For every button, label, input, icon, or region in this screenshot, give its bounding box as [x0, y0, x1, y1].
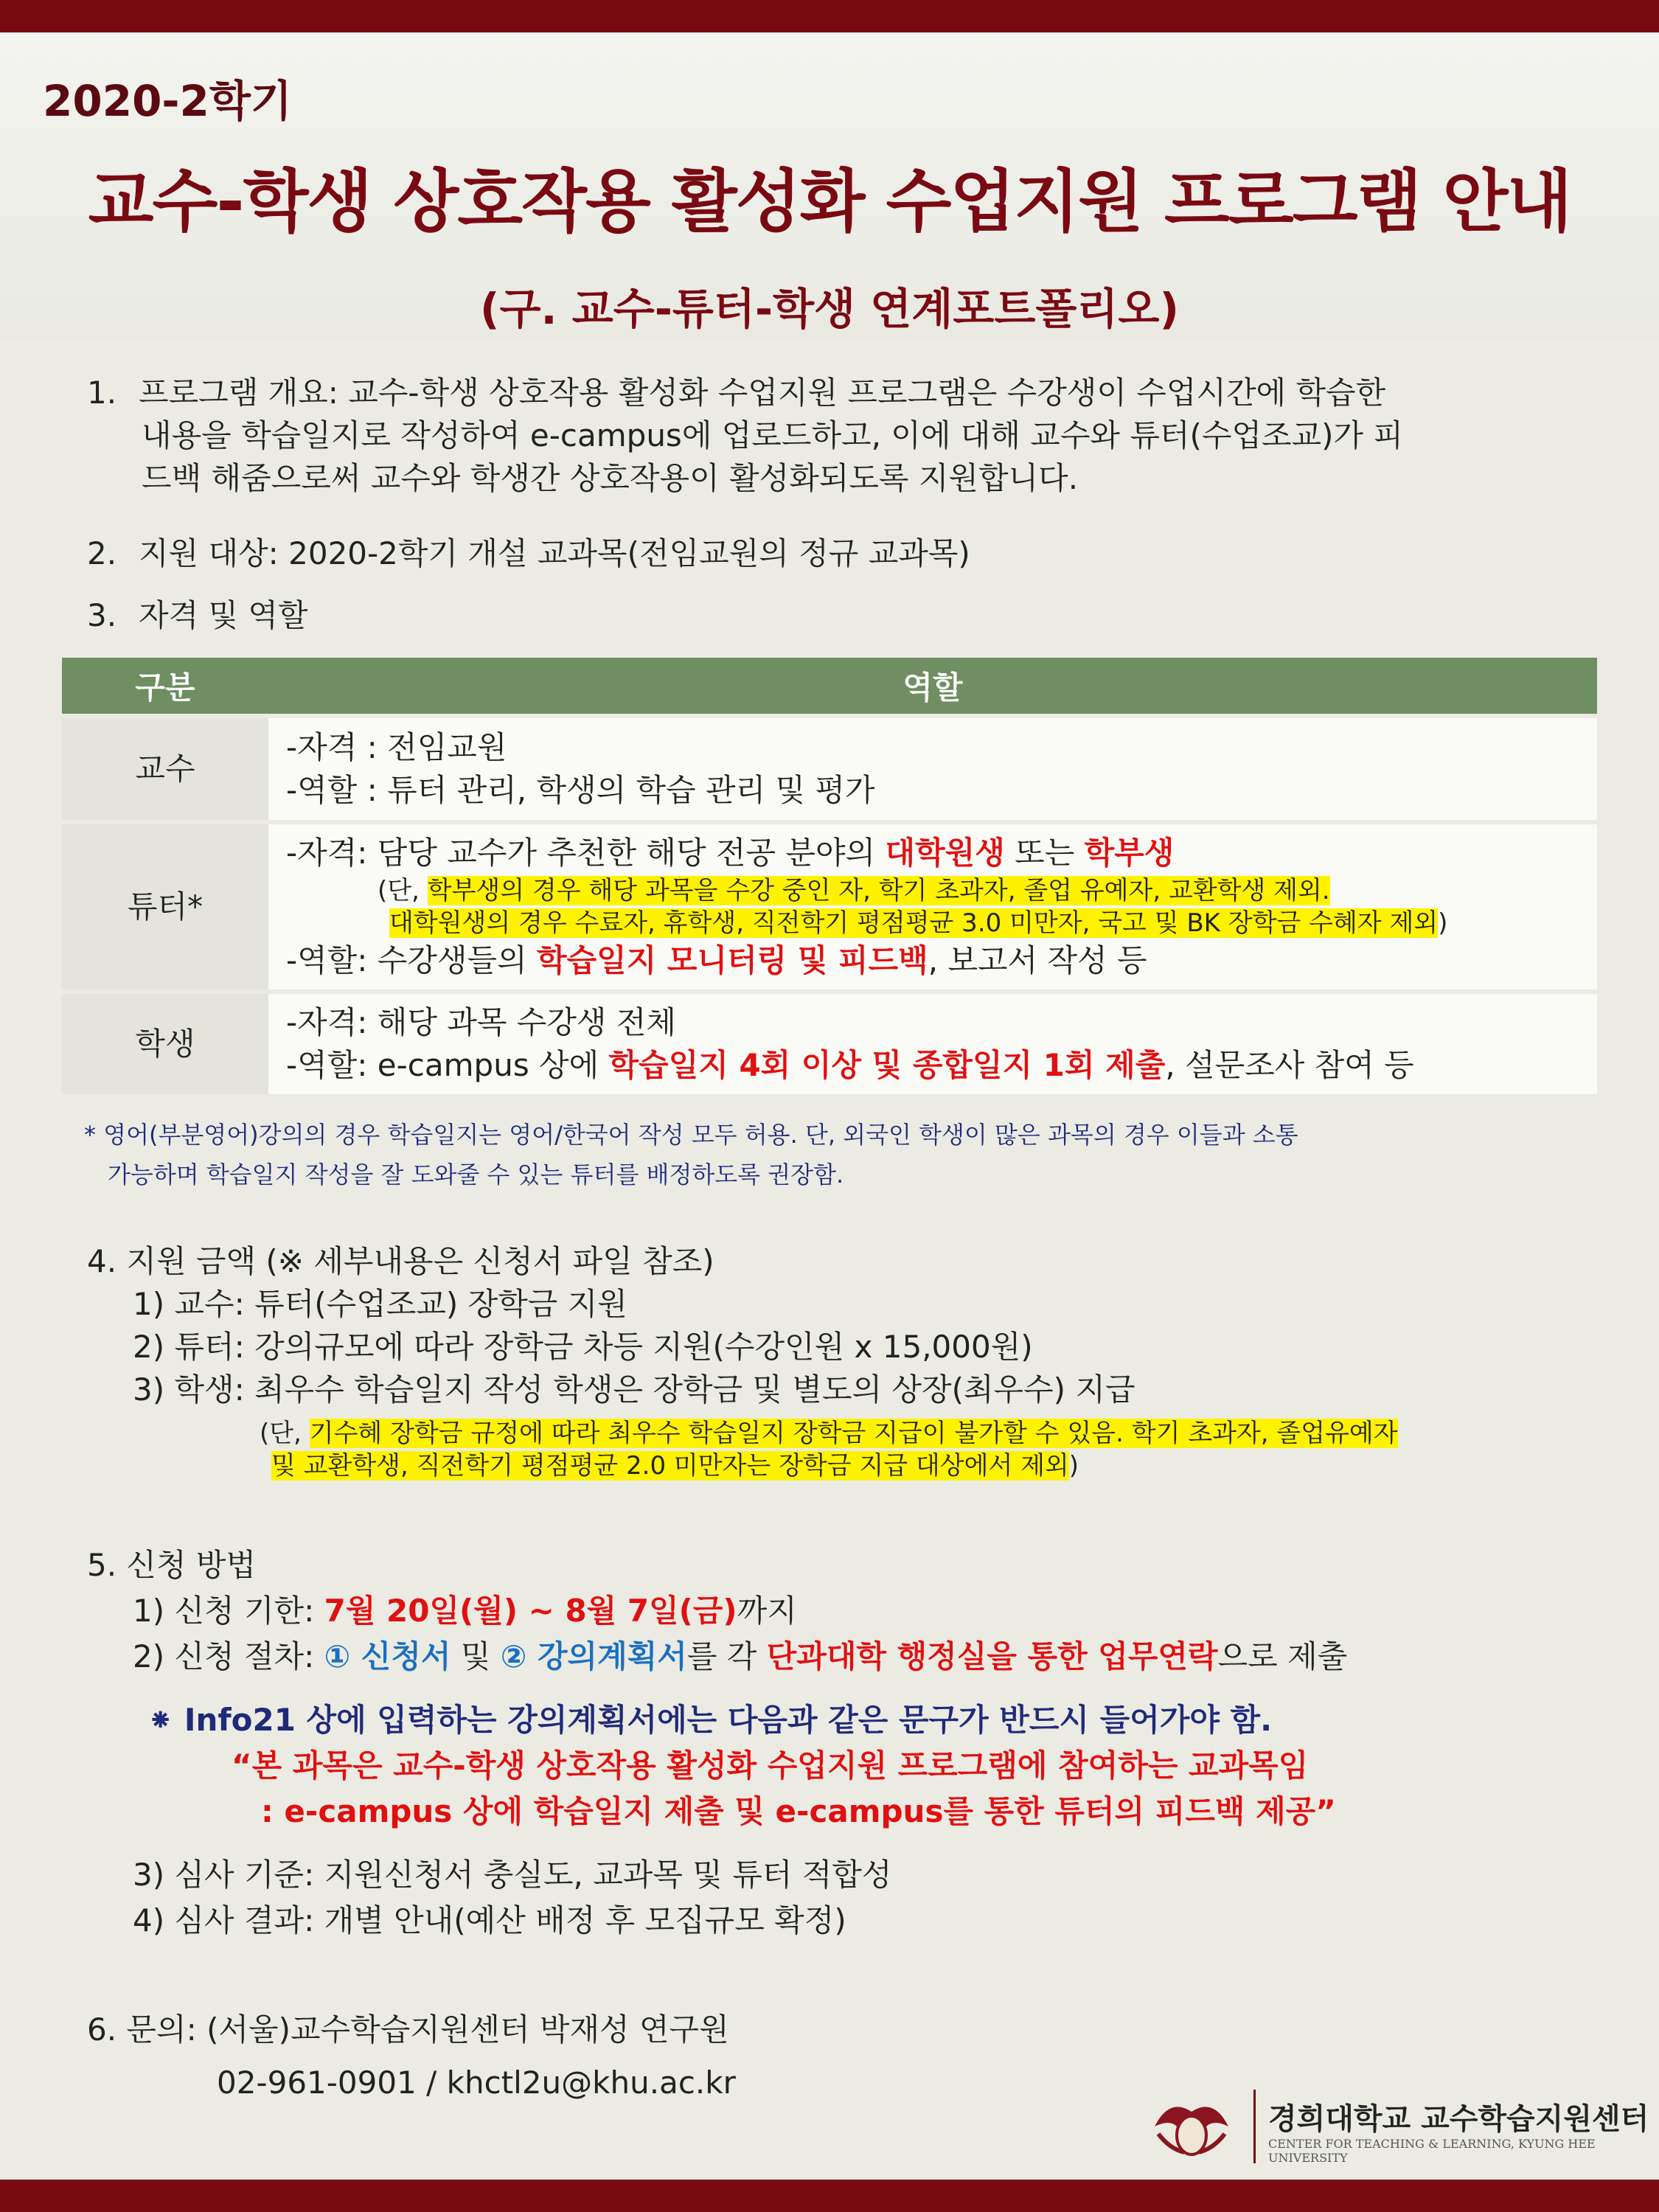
section-roles	[87, 594, 308, 637]
tutor-exclusion-note-2	[286, 907, 1579, 939]
organization-name-english: CENTER FOR TEACHING & LEARNING, KYUNG HEE UNIVERSITY	[1268, 2137, 1596, 2165]
undergrad-emphasis: 학부생	[1084, 835, 1175, 871]
page-title: 교수-학생 상호작용 활성화 수업지원 프로그램 안내	[88, 162, 1571, 241]
text-span: 또는	[1004, 835, 1085, 871]
funding-item-student: 3) 학생: 최우수 학습일지 작성 학생은 장학금 및 별도의 상장(최우수) 지급	[133, 1371, 1135, 1408]
contact-title: 6. 문의: (서울)교수학습지원센터 박재성 연구원	[87, 2011, 729, 2048]
funding-exclusion-note-1	[87, 1417, 1621, 1450]
contact-phone-email: 02-961-0901 / khctl2u@khu.ac.kr	[217, 2065, 736, 2101]
table-row-tutor	[62, 824, 1597, 990]
text-span: -자격: 담당 교수가 추천한 해당 전공 분야의	[286, 835, 886, 871]
row-content	[268, 718, 1597, 820]
text-span: 를 각	[686, 1638, 767, 1674]
text-span: 1) 신청 기한:	[133, 1593, 324, 1629]
deadline-date: 7월 20일(월) ~ 8월 7일(금)	[324, 1593, 737, 1629]
highlighted-note: 학부생의 경우 해당 과목을 수강 중인 자, 학기 초과자, 졸업 유예자, 교환학생 제외.	[427, 876, 1330, 905]
section-number: 1.	[87, 375, 117, 411]
target-text: 지원 대상: 2020-2학기 개설 교과목(전임교원의 정규 교과목)	[139, 535, 970, 571]
section-funding	[87, 1240, 1621, 1482]
text-span: (단,	[260, 1419, 310, 1448]
text-span: 2) 신청 절차:	[133, 1638, 324, 1674]
text-span: )	[1068, 1451, 1079, 1481]
table-header-category: 구분	[62, 658, 268, 714]
overview-line-1: 프로그램 개요: 교수-학생 상호작용 활성화 수업지원 프로그램은 수강생이 수업시간에 학습한	[139, 375, 1386, 411]
logo-divider	[1253, 2090, 1256, 2163]
top-border-bar	[0, 0, 1659, 32]
syllabus-emphasis: ② 강의계획서	[500, 1638, 687, 1674]
highlighted-note: 및 교환학생, 직전학기 평점평균 2.0 미만자는 장학금 지급 대상에서 제외	[271, 1451, 1069, 1481]
student-role	[286, 1044, 1579, 1087]
grad-student-emphasis: 대학원생	[885, 835, 1005, 871]
submission-channel-emphasis: 단과대학 행정실을 통한 업무연락	[766, 1638, 1218, 1674]
table-row-professor	[62, 718, 1597, 820]
bottom-border-bar	[0, 2180, 1659, 2212]
funding-item-tutor: 2) 튜터: 강의규모에 따라 장학금 차등 지원(수강인원 x 15,000원)	[133, 1329, 1033, 1365]
section-target	[87, 532, 970, 575]
tutor-exclusion-note-1	[286, 874, 1579, 907]
overview-line-2: 내용을 학습일지로 작성하여 e-campus에 업로드하고, 이에 대해 교수와 튜터(수업조교)가 피	[142, 417, 1404, 453]
section-contact	[87, 2008, 736, 2104]
overview-line-3: 드백 해줌으로써 교수와 학생간 상호작용이 활성화되도록 지원합니다.	[142, 460, 1079, 496]
section-number: 3.	[87, 597, 117, 633]
text-span: 및	[451, 1638, 501, 1674]
table-header-row	[62, 658, 1597, 714]
row-label: 튜터*	[62, 824, 268, 990]
row-content	[268, 824, 1597, 990]
note-line-2: 가능하며 학습일지 작성을 잘 도와줄 수 있는 튜터를 배정하도록 권장함.	[108, 1161, 844, 1189]
professor-qualification: -자격 : 전임교원	[286, 729, 507, 765]
highlighted-note: 기수혜 장학금 규정에 따라 최우수 학습일지 장학금 지급이 불가할 수 있음. 학기 초과자, 졸업유예자	[309, 1419, 1398, 1448]
section-application	[87, 1544, 1635, 1942]
text-span: -역할: e-campus 상에	[286, 1047, 609, 1083]
page-subtitle: (구. 교수-튜터-학생 연계포트폴리오)	[480, 284, 1179, 334]
text-span: , 설문조사 참여 등	[1165, 1047, 1414, 1083]
section-overview	[87, 372, 1621, 500]
table-header-role: 역할	[268, 658, 1597, 714]
text-span: )	[1438, 908, 1448, 938]
syllabus-requirement-note: ⁕ Info21 상에 입력하는 강의계획서에는 다음과 같은 문구가 반드시 들어가야 함.	[147, 1702, 1273, 1738]
section-number: 2.	[87, 535, 117, 571]
row-content	[268, 994, 1597, 1094]
application-form-emphasis: ① 신청서	[324, 1638, 451, 1674]
university-emblem-icon	[1147, 2090, 1236, 2163]
review-result: 4) 심사 결과: 개별 안내(예산 배정 후 모집규모 확정)	[133, 1902, 846, 1938]
application-procedure	[87, 1635, 1635, 1678]
required-phrase-line-2: : e-campus 상에 학습일지 제출 및 e-campus를 통한 튜터의 피드백 제공”	[261, 1793, 1336, 1829]
row-label: 학생	[62, 994, 268, 1094]
application-title: 5. 신청 방법	[87, 1547, 257, 1583]
table-row-student	[62, 994, 1597, 1094]
required-phrase-line-1: “본 과목은 교수-학생 상호작용 활성화 수업지원 프로그램에 참여하는 교과목임	[232, 1747, 1309, 1784]
note-line-1: * 영어(부분영어)강의의 경우 학습일지는 영어/한국어 작성 모두 허용. 단, 외국인 학생이 많은 과목의 경우 이들과 소통	[84, 1121, 1298, 1149]
monitoring-emphasis: 학습일지 모니터링 및 피드백	[537, 942, 928, 978]
text-span: 까지	[737, 1593, 797, 1629]
tutor-role	[286, 939, 1579, 982]
english-lecture-note	[84, 1115, 1603, 1194]
review-criteria: 3) 심사 기준: 지원신청서 충실도, 교과목 및 튜터 적합성	[133, 1857, 892, 1893]
student-qualification: -자격: 해당 과목 수강생 전체	[286, 1004, 677, 1040]
highlighted-note: 대학원생의 경우 수료자, 휴학생, 직전학기 평점평균 3.0 미만자, 국고 및 BK 장학금 수혜자 제외	[389, 908, 1439, 938]
organization-name: 경희대학교 교수학습지원센터	[1268, 2102, 1649, 2136]
funding-exclusion-note-2	[87, 1450, 1621, 1482]
submission-emphasis: 학습일지 4회 이상 및 종합일지 1회 제출	[608, 1047, 1166, 1083]
roles-table	[62, 653, 1597, 1099]
text-span: , 보고서 작성 등	[928, 942, 1147, 978]
application-deadline	[87, 1590, 1635, 1632]
text-span: 으로 제출	[1217, 1638, 1348, 1674]
row-label: 교수	[62, 718, 268, 820]
professor-role: -역할 : 튜터 관리, 학생의 학습 관리 및 평가	[286, 772, 875, 808]
semester-label: 2020-2학기	[43, 76, 292, 126]
text-span: (단,	[378, 876, 428, 905]
roles-title: 자격 및 역할	[139, 597, 308, 633]
funding-item-professor: 1) 교수: 튜터(수업조교) 장학금 지원	[133, 1286, 627, 1322]
text-span: -역할: 수강생들의	[286, 942, 538, 978]
funding-title: 4. 지원 금액 (※ 세부내용은 신청서 파일 참조)	[87, 1243, 714, 1279]
tutor-qualification	[286, 832, 1579, 874]
